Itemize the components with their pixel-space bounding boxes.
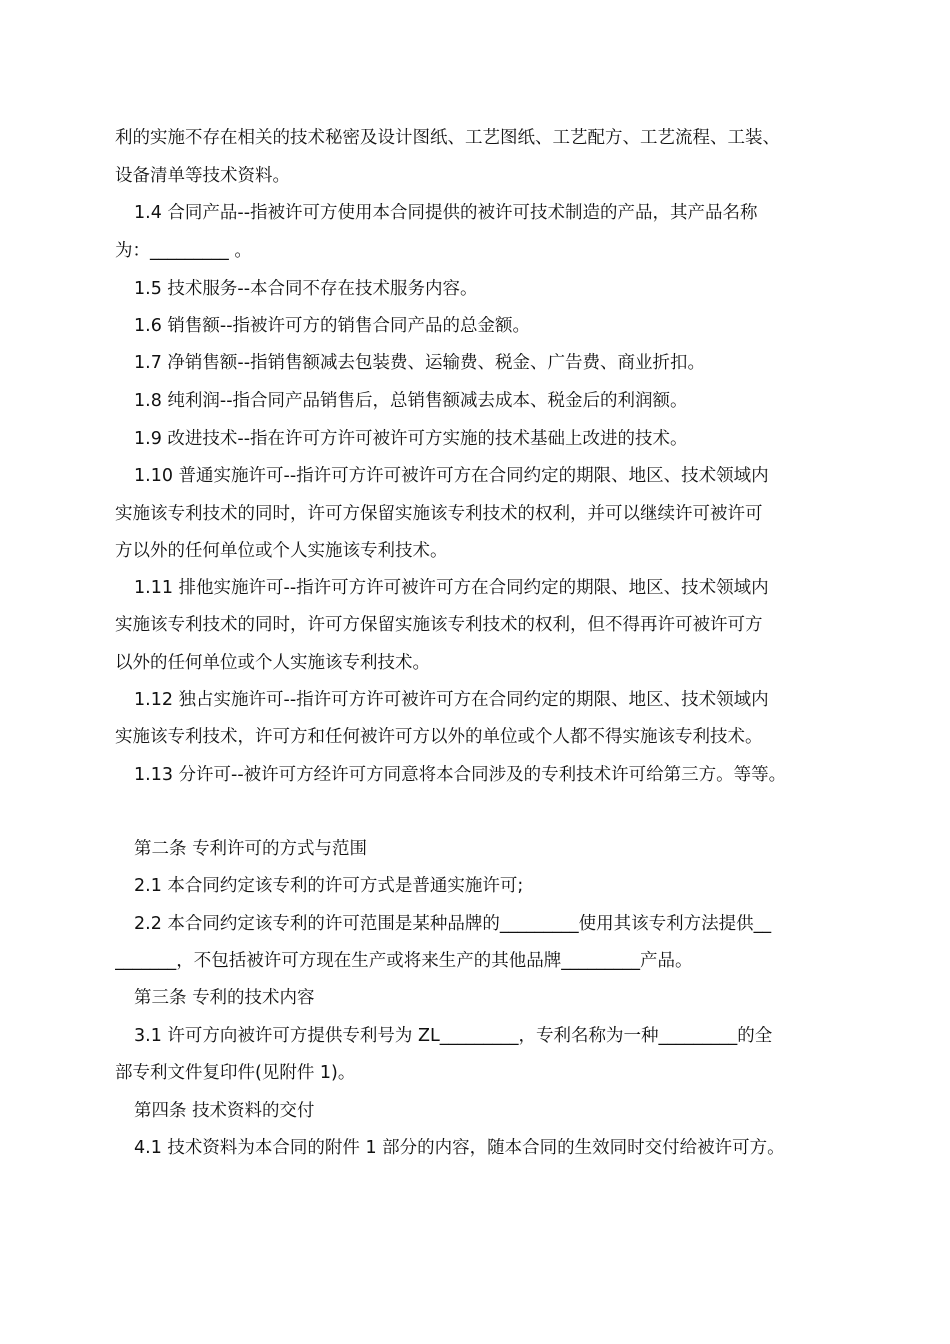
clause-1-5: 1.5 技术服务--本合同不存在技术服务内容。 xyxy=(134,279,478,299)
clause-3-1: 3.1 许可方向被许可方提供专利号为 ZL_________，专利名称为一种_________的全 xyxy=(134,1026,773,1046)
text-line: 设备清单等技术资料。 xyxy=(115,166,290,186)
article-4-heading: 第四条 技术资料的交付 xyxy=(134,1101,315,1121)
text-line: 为：_________ 。 xyxy=(115,241,252,261)
text-line: 利的实施不存在相关的技术秘密及设计图纸、工艺图纸、工艺配方、工艺流程、工装、 xyxy=(115,128,780,148)
text-line: 以外的任何单位或个人实施该专利技术。 xyxy=(115,653,430,673)
article-3-heading: 第三条 专利的技术内容 xyxy=(134,988,315,1008)
text-line: 方以外的任何单位或个人实施该专利技术。 xyxy=(115,541,448,561)
clause-1-10: 1.10 普通实施许可--指许可方许可被许可方在合同约定的期限、地区、技术领域内 xyxy=(134,466,769,486)
clause-1-4: 1.4 合同产品--指被许可方使用本合同提供的被许可技术制造的产品，其产品名称 xyxy=(134,203,758,223)
clause-1-12: 1.12 独占实施许可--指许可方许可被许可方在合同约定的期限、地区、技术领域内 xyxy=(134,690,769,710)
clause-2-1: 2.1 本合同约定该专利的许可方式是普通实施许可; xyxy=(134,876,524,896)
text-line: 实施该专利技术的同时，许可方保留实施该专利技术的权利，并可以继续许可被许可 xyxy=(115,504,763,524)
text-line: _______，不包括被许可方现在生产或将来生产的其他品牌_________产品。 xyxy=(115,951,693,971)
article-2-heading: 第二条 专利许可的方式与范围 xyxy=(134,839,368,859)
clause-1-7: 1.7 净销售额--指销售额减去包装费、运输费、税金、广告费、商业折扣。 xyxy=(134,353,706,373)
clause-1-11: 1.11 排他实施许可--指许可方许可被许可方在合同约定的期限、地区、技术领域内 xyxy=(134,578,769,598)
text-line: 实施该专利技术的同时，许可方保留实施该专利技术的权利，但不得再许可被许可方 xyxy=(115,615,763,635)
text-line: 部专利文件复印件(见附件 1)。 xyxy=(115,1063,356,1083)
clause-1-13: 1.13 分许可--被许可方经许可方同意将本合同涉及的专利技术许可给第三方。等等。 xyxy=(134,765,787,785)
text-line: 实施该专利技术，许可方和任何被许可方以外的单位或个人都不得实施该专利技术。 xyxy=(115,727,763,747)
clause-1-6: 1.6 销售额--指被许可方的销售合同产品的总金额。 xyxy=(134,316,531,336)
clause-2-2: 2.2 本合同约定该专利的许可范围是某种品牌的_________使用其该专利方法提供__ xyxy=(134,914,772,934)
clause-1-9: 1.9 改进技术--指在许可方许可被许可方实施的技术基础上改进的技术。 xyxy=(134,429,688,449)
clause-4-1: 4.1 技术资料为本合同的附件 1 部分的内容，随本合同的生效同时交付给被许可方。 xyxy=(134,1138,785,1158)
clause-1-8: 1.8 纯利润--指合同产品销售后，总销售额减去成本、税金后的利润额。 xyxy=(134,391,688,411)
